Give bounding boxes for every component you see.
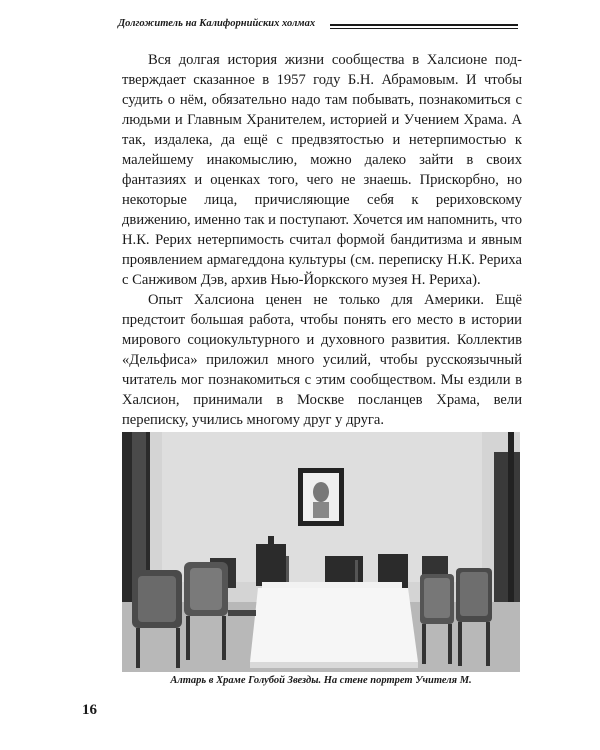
running-head <box>118 18 518 36</box>
photo-caption: Алтарь в Храме Голубой Звезды. На стене портрет Учителя М. <box>170 675 472 686</box>
paragraph-1: Вся долгая история жизни сообщества в Халсионе подтверждает сказанное в 1957 году Б.Н. Абрамовым. И чтобы судить о нём, обязательно надо там побывать, познакомиться с людьми и Главным Хранителем, историей и Учением Храма. А так, издалека, да ещё с предвзятостью и нетерпимостью к малейшему инакомыслию, можно далеко зайти в своих фантазиях и оценках того, чего не знаешь. Прискорбно, но некоторые лица, причисляющие себя к рериховскому движению, именно так и поступают. Хочется им напомнить, что Н.К. Рерих нетерпимость считал формой бандитизма и явным проявлением армагеддона культуры (см. переписку Н.К. Рериха с Санживом Дэв, архив Нью-Йоркского музея Н. Рериха). <box>122 52 523 288</box>
paragraph-2: Опыт Халсиона ценен не только для Америки. Ещё предстоит большая работа, чтобы понять его место в истории мирового социокультурного и духовного развития. Коллектив «Дельфиса» приложил много усилий, чтобы русскоязычный читатель мог познакомиться с этим сообществом. Мы ездили в Халсион, принимали в Москве посланцев Храма, вели переписку, учились многому друг у друга. <box>122 292 522 428</box>
body-text <box>122 50 522 430</box>
altar-photo <box>122 432 520 672</box>
running-head-rule <box>330 24 518 26</box>
page-number: 16 <box>82 702 97 718</box>
running-head-rule-thin <box>330 28 518 29</box>
running-head-title: Долгожитель на Калифорнийских холмах <box>118 18 316 29</box>
